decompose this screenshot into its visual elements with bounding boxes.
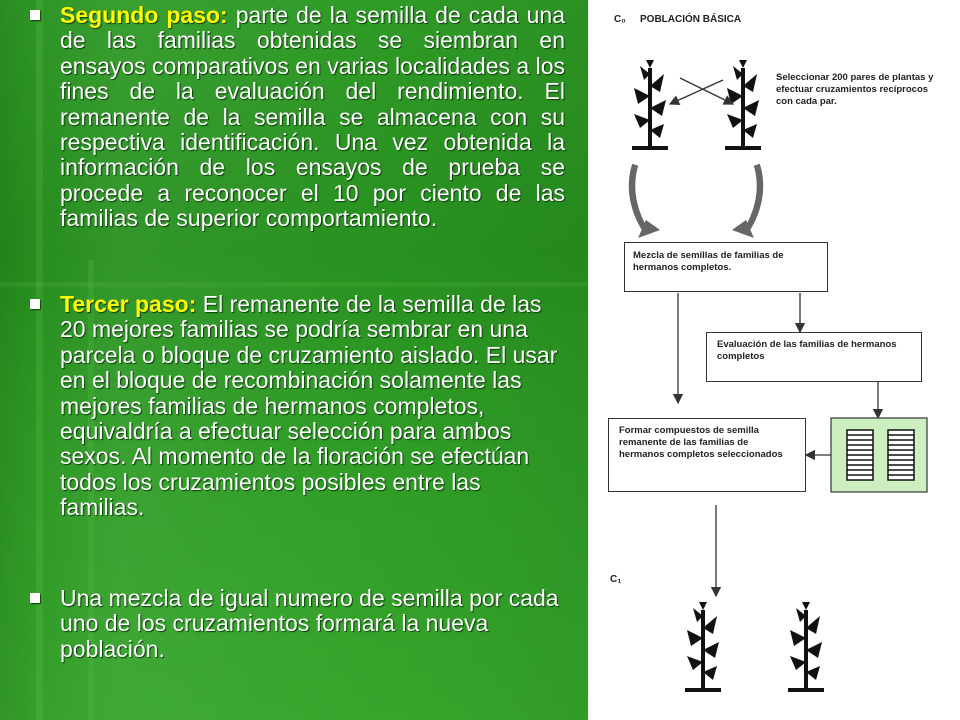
box-formar-text: Formar compuestos de semilla remanente de las familias de hermanos completos seleccionados [619, 425, 783, 460]
step-body: parte de la semilla de cada una de las familias obtenidas se siembran en ensayos comparativos en varias localidades a los fines de la evaluación del rendimiento. El remanente de la semilla se almacena con su respectiva identificación. Una vez obtenida la información de los ensayos de prueba se procede a reconocer el 10 por ciento de las familias de superior comportamiento. [60, 2, 565, 232]
box-evaluacion-text: Evaluación de las familias de hermanos completos [717, 339, 897, 362]
cross-arrow [670, 80, 723, 104]
bullet-text [60, 3, 565, 232]
box-mezcla [624, 242, 828, 292]
bullet-marker [30, 299, 40, 309]
c0-label: C₀ [614, 14, 626, 25]
box-evaluacion [706, 332, 922, 382]
bullet-marker [30, 593, 40, 603]
step-label: Segundo paso: [60, 2, 228, 28]
box-formar [608, 418, 806, 492]
maize-plant-icon [788, 602, 824, 692]
bullet-text: Una mezcla de igual numero de semilla por cada uno de los cruzamientos formará la nueva población. [60, 585, 559, 662]
c1-label: C₁ [610, 574, 622, 585]
bullet-marker [30, 10, 40, 20]
diagram-title: POBLACIÓN BÁSICA [640, 14, 742, 25]
decorative-stripe [0, 282, 588, 287]
maize-plant-icon [685, 602, 721, 692]
step-label: Tercer paso: [60, 291, 197, 317]
bullet-tercer-paso [30, 292, 565, 521]
select-note: Seleccionar 200 pares de plantas y efectuar cruzamientos recíprocos con cada par. [776, 72, 934, 107]
bullet-text [60, 292, 565, 521]
bullet-mezcla [30, 586, 565, 662]
maize-plant-icon [725, 60, 761, 150]
diagram-panel [588, 0, 960, 720]
step-body: El remanente de la semilla de las 20 mejores familias se podría sembrar en una parcela o bloque de cruzamiento aislado. El usar en el bloque de recombinación solamente las mejores familias de hermanos completos, equivaldría a efectuar selección para ambos sexos. Al momento de la floración se efectúan todos los cruzamientos posibles entre las familias. [60, 291, 558, 521]
bullet-segundo-paso [30, 3, 565, 232]
box-mezcla-text: Mezcla de semillas de familias de hermanos completos. [633, 250, 784, 273]
maize-plant-icon [632, 60, 668, 150]
cross-arrow [680, 78, 733, 104]
